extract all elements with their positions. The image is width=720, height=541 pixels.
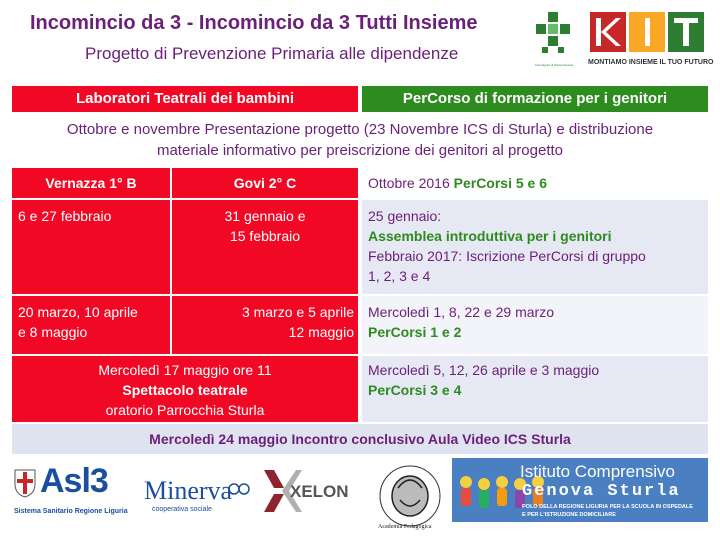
kit-tagline: MONTIAMO INSIEME IL TUO FUTURO xyxy=(588,59,714,66)
row4-left-line3: oratorio Parrocchia Sturla xyxy=(105,402,265,418)
row2-col2-line2: 15 febbraio xyxy=(229,228,301,244)
row2-col1 xyxy=(12,200,170,294)
row3-col1 xyxy=(12,296,170,354)
istituto-title: Istituto Comprensivo xyxy=(520,462,675,481)
col-govi-label: Govi 2° C xyxy=(233,175,297,191)
row3-col2-line1: 3 marzo e 5 aprile xyxy=(241,304,354,320)
intro-line-1: Ottobre e novembre Presentazione progetto (23 Novembre ICS di Sturla) e distribuzione xyxy=(66,121,654,138)
row2-col2-line1: 31 gennaio e xyxy=(224,208,306,224)
intro-row xyxy=(12,116,708,164)
row4-left-line1: Mercoledì 17 maggio ore 11 xyxy=(98,362,272,378)
row2-col2 xyxy=(172,200,358,294)
row2-right-line2: Assemblea introduttiva per i genitori xyxy=(368,228,612,244)
istituto-caption-1: POLO DELLA REGIONE LIGURIA PER LA SCUOLA IN OSPEDALE xyxy=(522,504,693,510)
row2-right-line3: Febbraio 2017: Iscrizione PerCorsi di gruppo xyxy=(368,248,646,264)
row4-right-line2: PerCorsi 3 e 4 xyxy=(368,382,462,398)
row2-right xyxy=(362,200,708,294)
footer-row xyxy=(12,424,708,454)
header-laboratori xyxy=(12,86,358,112)
footer-text: Mercoledì 24 maggio Incontro conclusivo Aula Video ICS Sturla xyxy=(149,431,571,447)
row3-right-line2: PerCorsi 1 e 2 xyxy=(368,324,462,340)
xelon-text: XELON xyxy=(290,482,349,501)
kit-logo xyxy=(588,10,714,72)
row3-col1-line2: e 8 maggio xyxy=(18,324,88,340)
xelon-logo xyxy=(262,466,354,518)
minerva-logo xyxy=(144,476,254,520)
istituto-logo xyxy=(452,458,708,522)
minerva-text: Minerva xyxy=(144,476,233,505)
row4-left xyxy=(12,356,358,422)
minerva-caption: cooperativa sociale xyxy=(152,506,212,513)
row3-right xyxy=(362,296,708,354)
row3-right-line1: Mercoledì 1, 8, 22 e 29 marzo xyxy=(368,304,554,320)
philos-caption: Academia Pedagogica xyxy=(378,524,432,530)
row1-right xyxy=(362,168,708,198)
philos-logo xyxy=(372,460,448,536)
owl-eyes-icon xyxy=(228,482,250,496)
istituto-name: Genova Sturla xyxy=(522,482,681,501)
compagnia-cross-icon xyxy=(532,10,576,58)
row4-right xyxy=(362,356,708,422)
row1-right-bold: PerCorsi 5 e 6 xyxy=(453,175,548,191)
istituto-caption-2: E PER L'ISTRUZIONE DOMICILIARE xyxy=(522,512,616,518)
col-vernazza-header xyxy=(12,168,170,198)
asl3-caption: Sistema Sanitario Regione Liguria xyxy=(14,508,128,515)
header-percorso-label: PerCorso di formazione per i genitori xyxy=(402,90,668,107)
row2-right-line4: 1, 2, 3 e 4 xyxy=(368,268,431,284)
header-laboratori-label: Laboratori Teatrali dei bambini xyxy=(75,90,295,107)
compagnia-caption: Compagnia di Santa Dorotea xyxy=(534,63,574,67)
row2-col1-text: 6 e 27 febbraio xyxy=(18,208,112,224)
row2-right-line1: 25 gennaio: xyxy=(368,208,442,224)
page-subtitle: Progetto di Prevenzione Primaria alle dipendenze xyxy=(85,44,459,63)
asl3-text: Asl3 xyxy=(40,462,108,500)
row3-col1-line1: 20 marzo, 10 aprile xyxy=(18,304,138,320)
col-vernazza-label: Vernazza 1° B xyxy=(45,175,137,191)
col-govi-header xyxy=(172,168,358,198)
compagnia-logo xyxy=(532,10,576,70)
row3-col2 xyxy=(172,296,358,354)
intro-line-2: materiale informativo per preiscrizione dei genitori al progetto xyxy=(156,142,564,159)
liguria-shield-icon xyxy=(14,468,36,498)
row3-col2-line2: 12 maggio xyxy=(288,324,354,340)
row4-right-line1: Mercoledì 5, 12, 26 aprile e 3 maggio xyxy=(368,362,600,378)
row4-left-line2: Spettacolo teatrale xyxy=(122,382,248,398)
row1-right-text: Ottobre 2016 xyxy=(368,175,454,191)
header-percorso xyxy=(362,86,708,112)
kit-logo-graphic xyxy=(588,10,708,54)
asl3-logo xyxy=(12,464,132,524)
page-title: Incomincio da 3 - Incomincio da 3 Tutti Insieme xyxy=(30,12,478,34)
